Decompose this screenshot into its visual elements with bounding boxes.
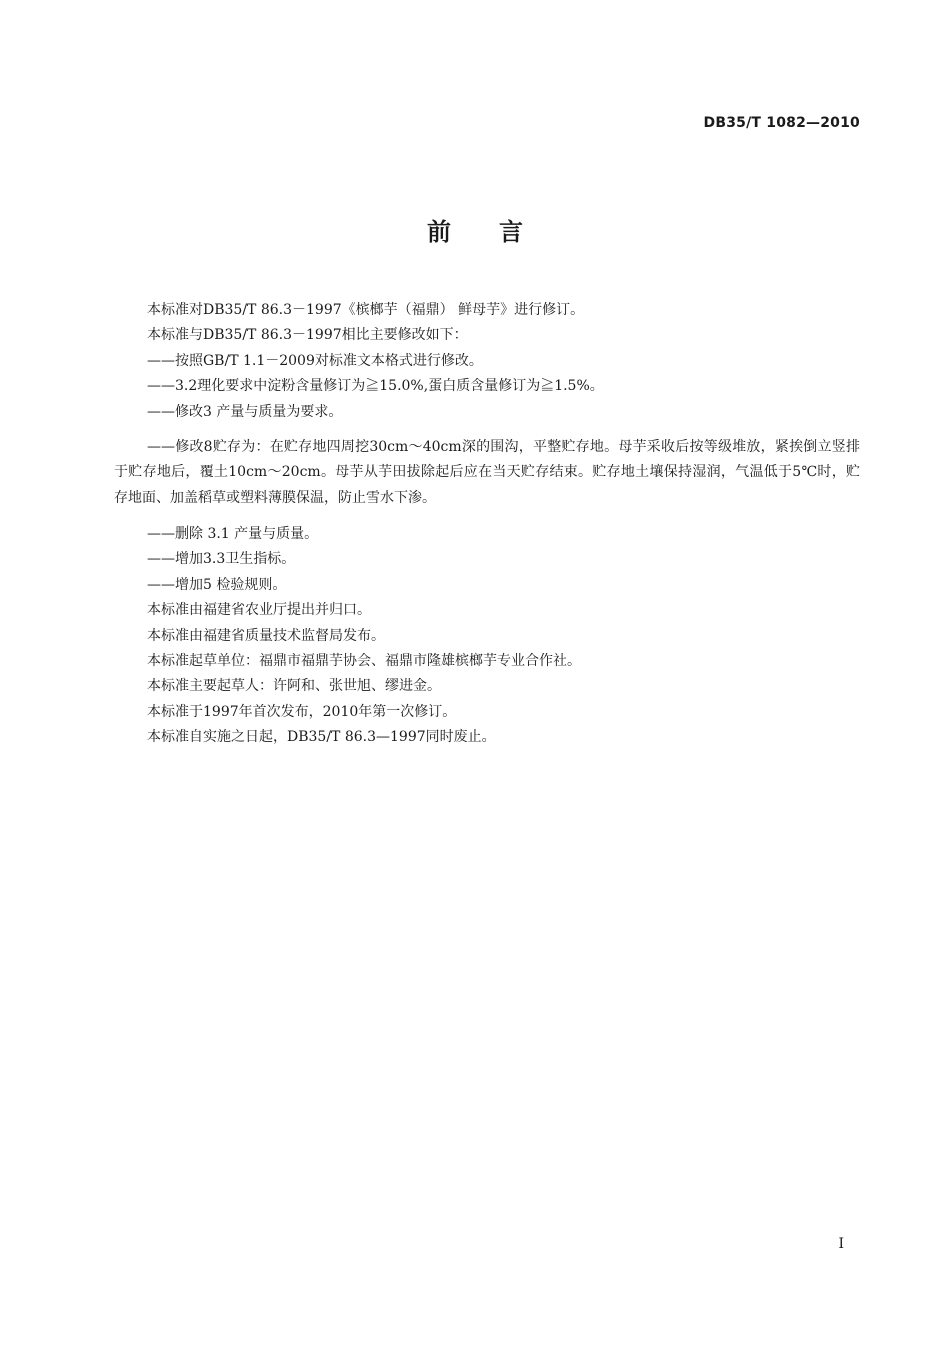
paragraph-publication-history: 本标准于1997年首次发布，2010年第一次修订。 (147, 703, 457, 720)
paragraph-supersedes: 本标准自实施之日起，DB35/T 86.3—1997同时废止。 (147, 729, 496, 746)
paragraph-revision-statement: 本标准对DB35/T 86.3－1997《槟榔芋（福鼎） 鲜母芋》进行修订。 (147, 302, 585, 318)
paragraph-drafters: 本标准主要起草人：许阿和、张世旭、缪进金。 (147, 678, 441, 695)
list-item-physicochemical-change: ——3.2理化要求中淀粉含量修订为≧15.0%,蛋白质含量修订为≧1.5%。 (147, 378, 604, 395)
paragraph-changes-intro: 本标准与DB35/T 86.3－1997相比主要修改如下： (147, 327, 468, 344)
amendment-summary (114, 298, 860, 425)
paragraph-drafting-units: 本标准起草单位：福鼎市福鼎芋协会、福鼎市隆雄槟榔芋专业合作社。 (147, 653, 581, 670)
paragraph-publisher: 本标准由福建省质量技术监督局发布。 (147, 627, 385, 644)
document-code: DB35/T 1082—2010 (703, 115, 860, 131)
list-item-add-inspection: ——增加5 检验规则。 (147, 576, 287, 593)
storage-revision-block (114, 435, 860, 511)
page-number: I (838, 1236, 844, 1252)
page-title: 前言 (427, 218, 571, 246)
remaining-changes-and-info (114, 522, 860, 751)
list-item-yield-quality-change: ——修改3 产量与质量为要求。 (147, 403, 343, 420)
list-item-format-change: ——按照GB/T 1.1－2009对标准文本格式进行修改。 (147, 352, 483, 369)
list-item-delete-section: ——删除 3.1 产量与质量。 (147, 526, 319, 542)
paragraph-proposer: 本标准由福建省农业厅提出并归口。 (147, 602, 371, 619)
list-item-add-hygiene: ——增加3.3卫生指标。 (147, 551, 296, 568)
list-item-storage-change: ——修改8贮存为：在贮存地四周挖30cm～40cm深的围沟，平整贮存地。母芋采收后按等级堆放，紧挨倒立竖排于贮存地后，覆土10cm～20cm。母芋从芋田拔除起后应在当天贮存结束。贮存地土壤保持湿润，气温低于5℃时，贮存地面、加盖稻草或塑料薄膜保温，防止雪水下渗。 (114, 439, 860, 506)
